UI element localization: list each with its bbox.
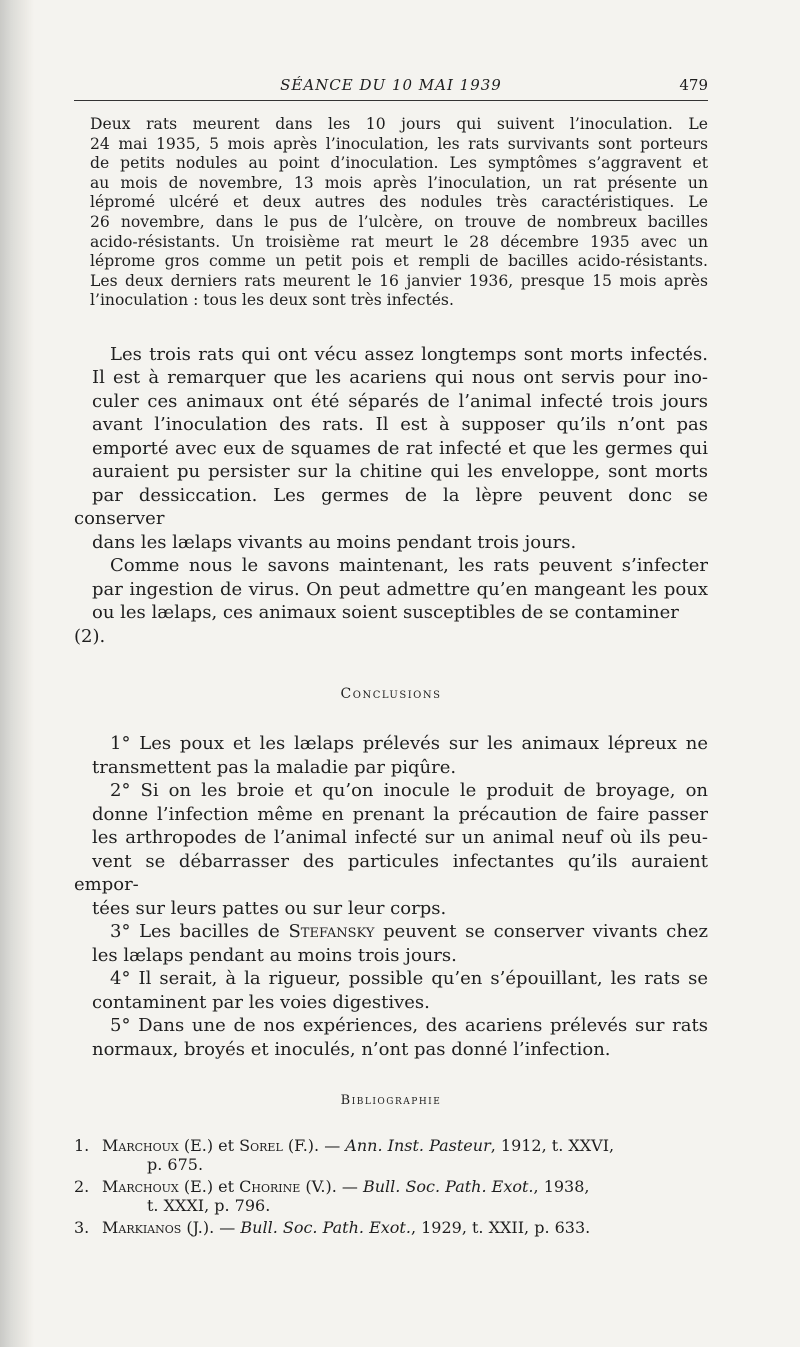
reference-text: (J.). — xyxy=(181,1218,241,1238)
reference-journal: Bull. Soc. Path. Exot. xyxy=(240,1218,411,1238)
text-line: 1° Les poux et les lælaps prélevés sur les animaux lépreux ne xyxy=(110,733,708,755)
text-line: les arthropodes de l’animal infecté sur un animal neuf où ils peu- xyxy=(92,827,708,849)
page xyxy=(74,72,708,1240)
reference-number: 2. xyxy=(74,1177,90,1197)
text-line: par dessiccation. Les germes de la lèpre peuvent donc se conserver xyxy=(74,484,708,530)
paragraph-ingestion xyxy=(74,554,708,648)
reference-continuation: t. XXXI, p. 796. xyxy=(147,1196,271,1216)
text-line: 24 mai 1935, 5 mois après l’inoculation, les rats survivants sont porteurs xyxy=(90,134,708,153)
page-gutter-shadow xyxy=(0,0,34,1347)
text-line: auraient pu persister sur la chitine qui les enveloppe, sont morts xyxy=(92,461,708,483)
text-line: Les trois rats qui ont vécu assez longtemps sont morts infectés. xyxy=(110,343,708,365)
text-line: contaminent par les voies digestives. xyxy=(92,991,430,1013)
reference-text: (E.) et xyxy=(178,1177,240,1197)
reference-author: Markianos xyxy=(102,1218,182,1238)
reference-author: Chorine xyxy=(239,1177,301,1197)
conclusions-heading: Conclusions xyxy=(340,686,442,703)
reference-author: Marchoux xyxy=(102,1177,179,1197)
running-header xyxy=(74,72,708,101)
reference-body xyxy=(102,1177,708,1215)
text-line: normaux, broyés et inoculés, n’ont pas donné l’infection. xyxy=(92,1038,611,1060)
text-line: acido-résistants. Un troisième rat meurt le 28 décembre 1935 avec un xyxy=(90,232,708,251)
text-line: les lælaps pendant au moins trois jours. xyxy=(92,944,457,966)
text-line: dans les lælaps vivants au moins pendant trois jours. xyxy=(92,531,577,553)
reference-text: , 1929, t. XXII, p. 633. xyxy=(410,1218,591,1238)
text-line: Il est à remarquer que les acariens qui nous ont servis pour ino- xyxy=(92,367,708,389)
text-line: Les deux derniers rats meurent le 16 janvier 1936, presque 15 mois après xyxy=(90,271,708,290)
reference-author: Sorel xyxy=(239,1136,283,1156)
text-line: 4° Il serait, à la rigueur, possible qu’en s’épouillant, les rats se xyxy=(110,968,708,990)
reference-journal: Bull. Soc. Path. Exot. xyxy=(362,1177,534,1197)
page-number: 479 xyxy=(679,76,708,94)
conclusion-1 xyxy=(74,732,708,779)
conclusion-5 xyxy=(74,1014,708,1061)
paragraph-discussion xyxy=(74,343,708,555)
text-line: 5° Dans une de nos expériences, des acariens prélevés sur rats xyxy=(110,1015,708,1037)
text-line: 2° Si on les broie et qu’on inocule le produit de broyage, on xyxy=(110,780,708,802)
reference-body xyxy=(102,1136,708,1174)
text-line xyxy=(74,920,708,944)
text-line: 26 novembre, dans le pus de l’ulcère, on trouve de nombreux bacilles xyxy=(90,212,708,231)
running-title: SÉANCE DU 10 MAI 1939 xyxy=(280,76,502,94)
reference-body xyxy=(102,1218,708,1237)
reference-number: 3. xyxy=(74,1218,90,1238)
bibliography-entry xyxy=(74,1218,708,1237)
conclusion-2 xyxy=(74,779,708,920)
text-line: tées sur leurs pattes ou sur leur corps. xyxy=(92,897,447,919)
conclusion-3 xyxy=(74,920,708,967)
text-fragment: 3° Les bacilles de xyxy=(110,921,289,943)
text-line: ou les lælaps, ces animaux soient susceptibles de se contaminer (2). xyxy=(74,602,679,647)
text-line: par ingestion de virus. On peut admettre qu’en mangeant les poux xyxy=(92,578,708,600)
text-line: l’inoculation : tous les deux sont très infectés. xyxy=(90,291,454,310)
reference-text: , 1938, xyxy=(533,1177,590,1197)
text-line: culer ces animaux ont été séparés de l’animal infecté trois jours xyxy=(92,390,708,412)
bibliography-entry xyxy=(74,1177,708,1215)
paragraph-results xyxy=(74,115,708,311)
text-line: avant l’inoculation des rats. Il est à supposer qu’ils n’ont pas xyxy=(92,414,708,436)
text-fragment: peuvent se conserver vivants chez xyxy=(374,921,708,943)
text-line: donne l’infection même en prenant la précaution de faire passer xyxy=(92,803,708,825)
bibliography-heading: Bibliographie xyxy=(340,1093,442,1109)
reference-journal: Ann. Inst. Pasteur xyxy=(345,1136,491,1156)
text-line: emporté avec eux de squames de rat infecté et que les germes qui xyxy=(92,437,708,459)
text-line: Comme nous le savons maintenant, les rats peuvent s’infecter xyxy=(110,555,708,577)
reference-text: (F.). — xyxy=(282,1136,346,1156)
text-line: au mois de novembre, 13 mois après l’inoculation, un rat présente un xyxy=(90,173,708,192)
reference-text: , 1912, t. XXVI, xyxy=(490,1136,615,1156)
reference-continuation: p. 675. xyxy=(147,1155,204,1175)
conclusion-4 xyxy=(74,967,708,1014)
text-line: de petits nodules au point d’inoculation. Les symptômes s’aggravent et xyxy=(90,154,708,173)
text-line: vent se débarrasser des particules infectantes qu’ils auraient empor- xyxy=(74,850,708,896)
author-name: Stefansky xyxy=(288,921,375,943)
reference-author: Marchoux xyxy=(102,1136,179,1156)
text-line: Deux rats meurent dans les 10 jours qui suivent l’inoculation. Le xyxy=(90,115,708,133)
text-line: lépromé ulcéré et deux autres des nodules très caractéristiques. Le xyxy=(90,193,708,212)
text-line: transmettent pas la maladie par piqûre. xyxy=(92,756,457,778)
reference-text: (V.). — xyxy=(300,1177,363,1197)
reference-number: 1. xyxy=(74,1136,90,1156)
reference-text: (E.) et xyxy=(178,1136,240,1156)
bibliography-entry xyxy=(74,1136,708,1174)
text-line: léprome gros comme un petit pois et rempli de bacilles acido-résistants. xyxy=(90,252,708,271)
